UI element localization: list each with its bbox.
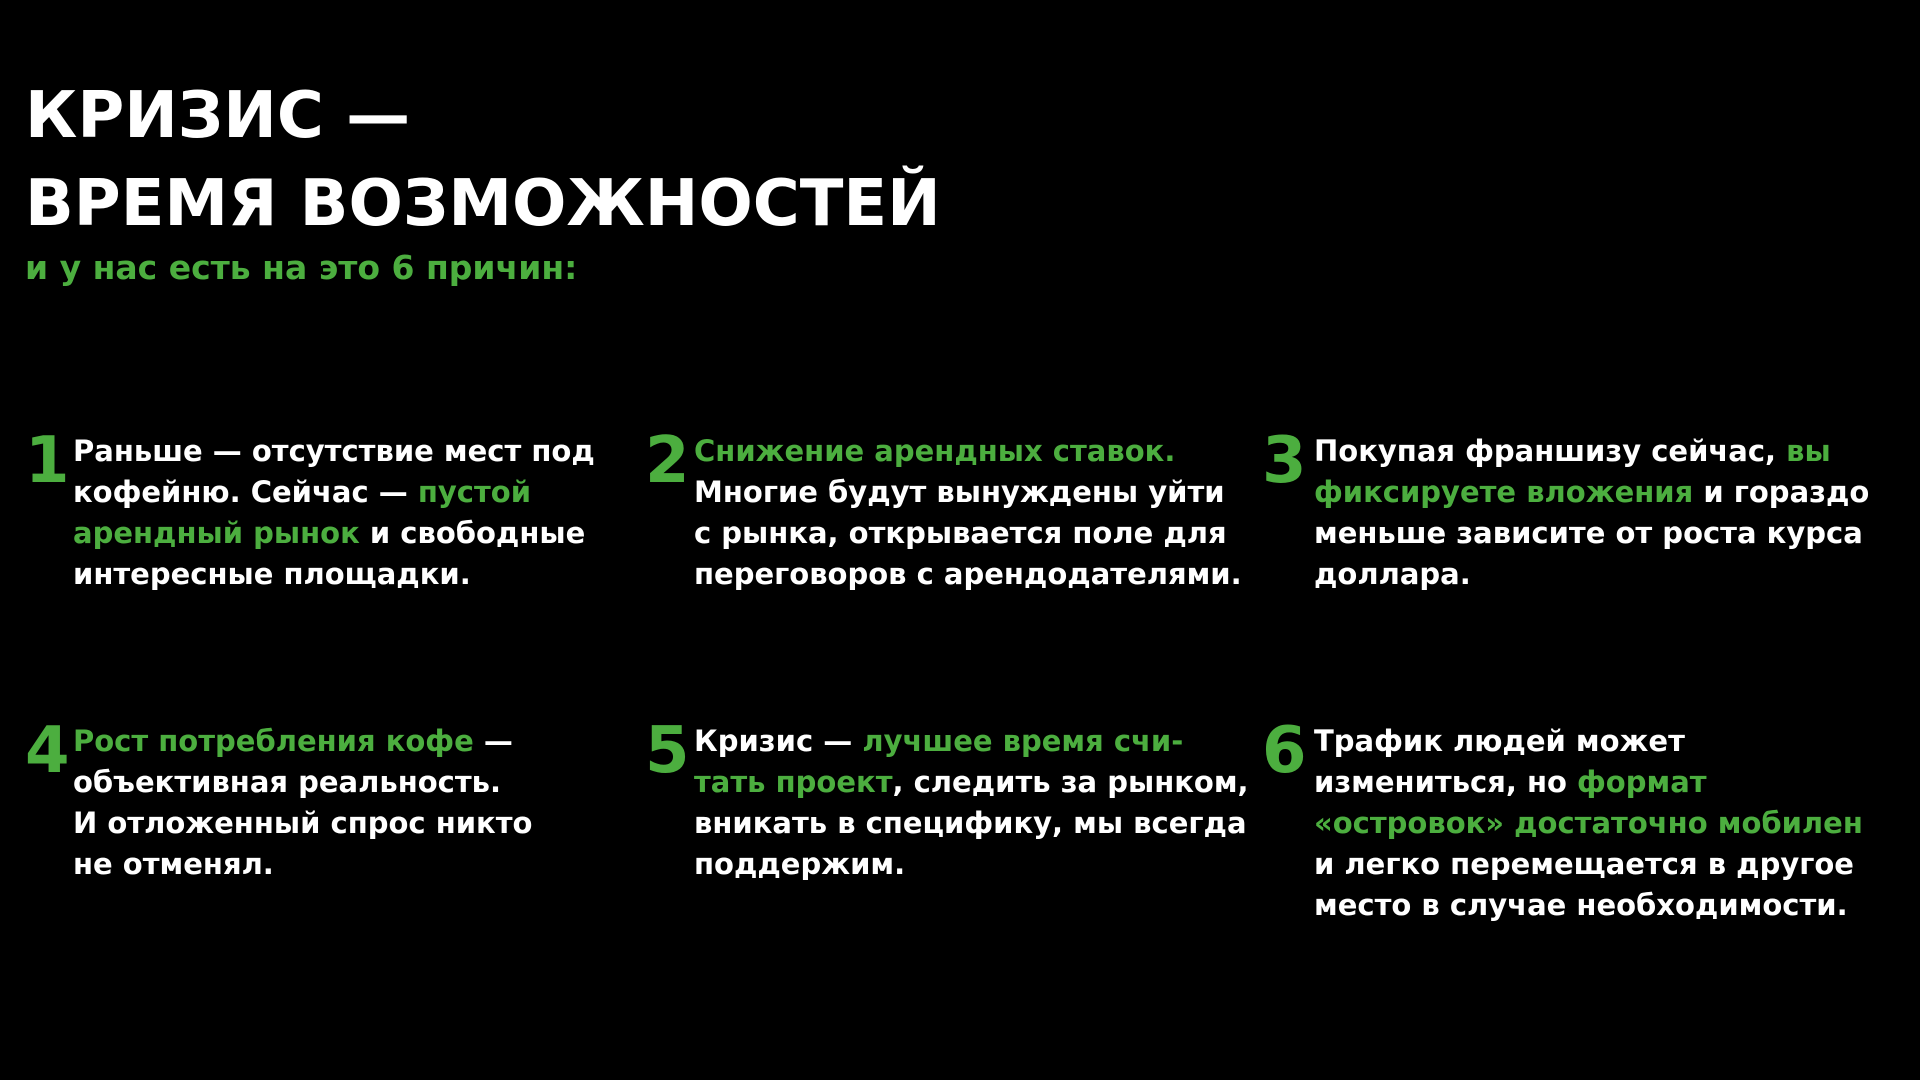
reason-line xyxy=(73,844,532,885)
reason-text-segment: доллара. xyxy=(1314,557,1471,591)
reason-text-segment: объективная реальность. xyxy=(73,765,502,799)
reason-line xyxy=(694,554,1242,595)
reason-line xyxy=(694,472,1242,513)
reason-text-segment: И отложенный спрос никто xyxy=(73,806,533,840)
reason-line xyxy=(73,472,595,513)
reason-text-segment: интересные площадки. xyxy=(73,557,471,591)
reason-text-segment: меньше зависите от роста курса xyxy=(1314,516,1863,550)
reason-number: 4 xyxy=(25,714,70,788)
reason-line xyxy=(694,431,1242,472)
reason-text xyxy=(1314,721,1863,926)
reason-line xyxy=(73,431,595,472)
reason-number: 1 xyxy=(25,424,70,498)
reason-line xyxy=(73,803,532,844)
reason-text-segment: — xyxy=(473,724,513,758)
reason-highlight: фиксируете вложения xyxy=(1314,475,1694,509)
reason-text-segment: с рынка, открывается поле для xyxy=(694,516,1227,550)
reason-text-segment: Покупая франшизу сейчас, xyxy=(1314,434,1787,468)
reason-text-segment: и легко перемещается в другое xyxy=(1314,847,1854,881)
reason-line xyxy=(1314,513,1869,554)
reason-text xyxy=(73,431,595,595)
reason-text xyxy=(694,431,1242,595)
reason-text xyxy=(694,721,1249,885)
reason-text-segment: Многие будут вынуждены уйти xyxy=(694,475,1225,509)
reason-highlight: вы xyxy=(1786,434,1831,468)
title-line-1: КРИЗИС — xyxy=(25,79,411,153)
reason-line xyxy=(694,762,1249,803)
reason-line xyxy=(73,513,595,554)
reason-text-segment: Раньше — отсутствие мест под xyxy=(73,434,595,468)
reason-text-segment: переговоров с арендодателями. xyxy=(694,557,1242,591)
reason-text xyxy=(73,721,532,885)
reason-line xyxy=(73,762,532,803)
reason-line xyxy=(73,554,595,595)
reason-number: 6 xyxy=(1262,714,1307,788)
reason-highlight: формат xyxy=(1577,765,1707,799)
reason-line xyxy=(1314,844,1863,885)
reason-number: 3 xyxy=(1262,424,1307,498)
reason-text-segment: вникать в специфику, мы всегда xyxy=(694,806,1247,840)
reason-text-segment: Трафик людей может xyxy=(1314,724,1685,758)
reason-highlight: арендный рынок xyxy=(73,516,360,550)
reason-number: 5 xyxy=(645,714,690,788)
reason-line xyxy=(1314,803,1863,844)
reason-line xyxy=(1314,431,1869,472)
title-line-2: ВРЕМЯ ВОЗМОЖНОСТЕЙ xyxy=(25,167,941,241)
reason-line xyxy=(694,513,1242,554)
reason-text xyxy=(1314,431,1869,595)
reason-line xyxy=(694,844,1249,885)
reason-line xyxy=(1314,762,1863,803)
reason-text-segment: и свободные xyxy=(359,516,586,550)
reason-line xyxy=(73,721,532,762)
reason-text-segment: и гораздо xyxy=(1693,475,1870,509)
reason-highlight: Рост потребления кофе xyxy=(73,724,474,758)
reason-text-segment: , следить за рынком, xyxy=(892,765,1249,799)
slide-subtitle: и у нас есть на это 6 причин: xyxy=(25,248,578,287)
reason-line xyxy=(1314,885,1863,926)
reason-highlight: «островок» достаточно мобилен xyxy=(1314,806,1863,840)
reason-line xyxy=(1314,554,1869,595)
reason-text-segment: не отменял. xyxy=(73,847,274,881)
reason-line xyxy=(1314,721,1863,762)
reason-highlight: Снижение арендных ставок. xyxy=(694,434,1176,468)
reason-highlight: лучшее время счи- xyxy=(862,724,1184,758)
reason-text-segment: Кризис — xyxy=(694,724,863,758)
reason-line xyxy=(694,803,1249,844)
reason-text-segment: измениться, но xyxy=(1314,765,1578,799)
reason-line xyxy=(1314,472,1869,513)
reason-highlight: пустой xyxy=(417,475,532,509)
reason-number: 2 xyxy=(645,424,690,498)
reason-text-segment: кофейню. Сейчас — xyxy=(73,475,418,509)
reason-line xyxy=(694,721,1249,762)
reason-text-segment: место в случае необходимости. xyxy=(1314,888,1848,922)
reason-highlight: тать проект xyxy=(694,765,893,799)
reason-text-segment: поддержим. xyxy=(694,847,906,881)
slide-title xyxy=(25,72,941,248)
